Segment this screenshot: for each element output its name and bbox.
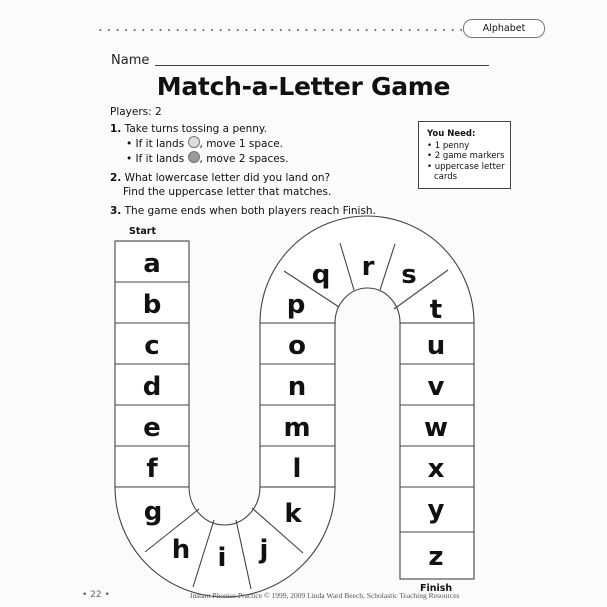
board-space-i: i [217,543,227,573]
board-space-l: l [292,454,302,484]
board-space-h: h [171,535,191,565]
copyright-credit: Instant Phonics Practice © 1999, 2009 Linda Ward Beech, Scholastic Teaching Resources [190,591,460,600]
board-space-q: q [311,260,331,290]
instruction-sub-tails: • If it lands , move 2 spaces. [126,153,289,165]
board-space-r: r [361,252,375,282]
board-space-d: d [142,372,162,402]
instruction-step-1: 1. Take turns tossing a penny. • If it lands , move 1 space. • If it lands , move 2 spaces. [110,122,376,166]
board-space-e: e [143,413,161,443]
board-space-a: a [143,249,161,279]
board-space-x: x [427,454,445,484]
you-need-box: You Need: • 1 penny • 2 game markers • uppercase letter cards [418,121,511,189]
page-title: Match-a-Letter Game [156,72,451,101]
name-label: Name [111,53,150,68]
instruction-sub-heads: • If it lands , move 1 space. [126,138,284,150]
board-space-w: w [423,413,449,443]
instruction-step-2: 2. What lowercase letter did you land on? Find the uppercase letter that matches. [110,172,332,198]
category-tag: Alphabet [463,19,545,38]
board-space-f: f [146,454,158,484]
board-space-s: s [401,260,417,290]
you-need-item: • uppercase letter cards [427,161,505,182]
start-label: Start [129,226,157,237]
board-space-y: y [427,495,445,525]
page-number: • 22 • [82,590,110,600]
board-space-o: o [288,331,306,361]
board-space-g: g [143,497,163,527]
instruction-step-3: 3. The game ends when both players reach Finish. [110,205,376,217]
board-space-j: j [259,535,269,565]
board-space-u: u [426,331,446,361]
board-space-v: v [427,372,445,402]
board-space-p: p [286,290,306,320]
board-space-z: z [428,542,444,572]
board-space-t: t [429,295,443,325]
board-space-n: n [287,372,307,402]
players-count: Players: 2 [110,106,162,118]
board-space-k: k [284,499,302,529]
you-need-item: • 1 penny [427,140,470,151]
you-need-item: • 2 game markers [427,151,505,161]
board-space-c: c [144,331,160,361]
board-space-m: m [283,413,311,443]
board-space-b: b [142,290,162,320]
finish-label: Finish [420,583,453,594]
